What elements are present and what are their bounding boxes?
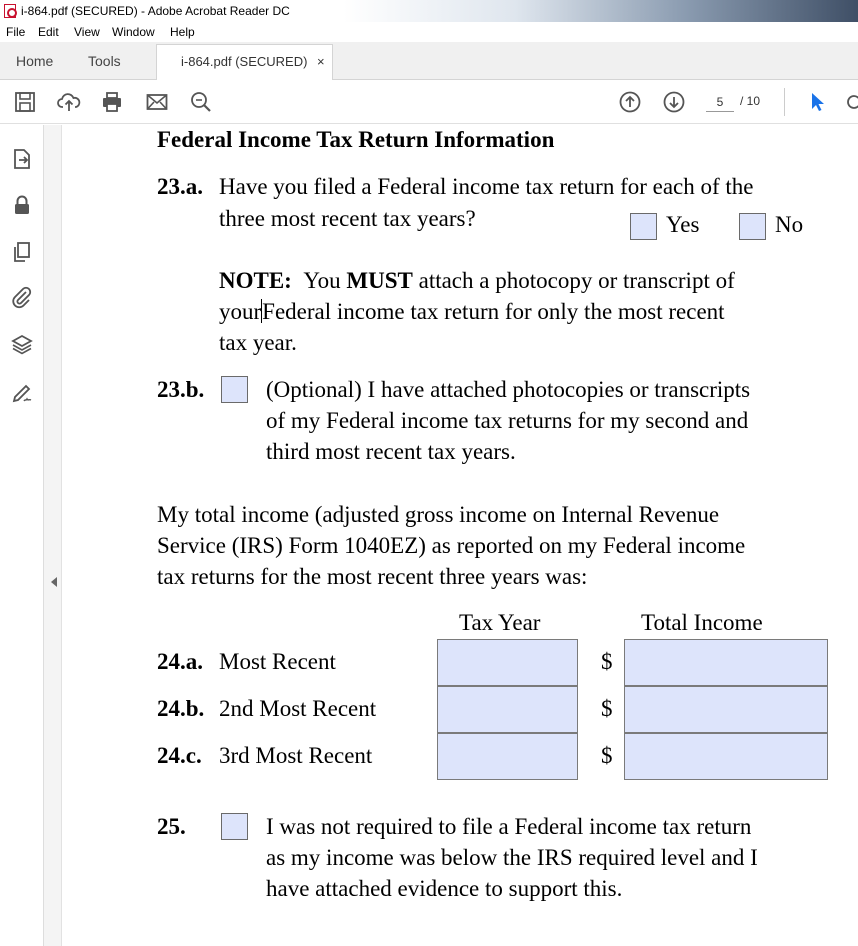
left-tool-rail	[0, 125, 44, 946]
q24b-tax-year-field[interactable]	[437, 686, 578, 733]
close-tab-icon[interactable]: ×	[317, 54, 325, 69]
q24c-number: 24.c.	[157, 743, 202, 768]
menu-window[interactable]: Window	[112, 25, 155, 39]
note-line2b: Federal income tax return for only the most recent	[262, 299, 725, 324]
tab-bar	[0, 42, 858, 80]
note-post: attach a photocopy or transcript of	[418, 268, 735, 293]
menu-help[interactable]: Help	[170, 25, 195, 39]
q24c-currency: $	[601, 743, 613, 768]
q24a-currency: $	[601, 649, 613, 674]
sign-icon[interactable]	[10, 381, 34, 405]
q24a-tax-year-field[interactable]	[437, 639, 578, 686]
page-total: / 10	[740, 94, 761, 108]
q24b-income-field[interactable]	[624, 686, 828, 733]
tab-document[interactable]	[156, 44, 333, 81]
export-pdf-icon[interactable]	[10, 147, 34, 171]
q23a-no-checkbox[interactable]	[739, 213, 766, 240]
menu-view[interactable]: View	[74, 25, 100, 39]
col-header-total-income: Total Income	[641, 610, 763, 635]
q23b-line3: third most recent tax years.	[266, 439, 516, 464]
menu-edit[interactable]: Edit	[38, 25, 59, 39]
tab-tools[interactable]: Tools	[88, 53, 121, 69]
q24b-label: 2nd Most Recent	[219, 696, 377, 721]
q24a-label: Most Recent	[219, 649, 336, 674]
income-line3: tax returns for the most recent three years was:	[157, 564, 588, 589]
more-tools-icon[interactable]	[844, 90, 858, 114]
note-line1	[219, 267, 735, 295]
note-must: MUST	[346, 268, 413, 293]
q23a-number: 23.a.	[157, 174, 203, 199]
q23a-yes-checkbox[interactable]	[630, 213, 657, 240]
q23a-line1: Have you filed a Federal income tax return for each of the	[219, 174, 754, 199]
q24c-tax-year-field[interactable]	[437, 733, 578, 780]
q25-line2: as my income was below the IRS required level and I	[266, 845, 758, 870]
note-pre: You	[303, 268, 341, 293]
q23b-number: 23.b.	[157, 377, 205, 402]
q24c-label: 3rd Most Recent	[219, 743, 373, 768]
collapse-panel-icon[interactable]	[51, 577, 57, 587]
cloud-upload-icon[interactable]	[57, 90, 81, 114]
note-label: NOTE:	[219, 268, 292, 293]
panel-gutter	[44, 125, 62, 946]
income-line2: Service (IRS) Form 1040EZ) as reported on my Federal income	[157, 533, 746, 558]
q25-line3: have attached evidence to support this.	[266, 876, 623, 901]
pages-icon[interactable]	[10, 240, 34, 264]
q24a-income-field[interactable]	[624, 639, 828, 686]
tab-document-label: i-864.pdf (SECURED)	[181, 54, 308, 69]
window-title: i-864.pdf (SECURED) - Adobe Acrobat Reader DC	[21, 4, 290, 18]
page-down-icon[interactable]	[662, 90, 686, 114]
menu-file[interactable]: File	[6, 25, 26, 39]
toolbar-divider	[784, 88, 785, 116]
income-line1: My total income (adjusted gross income on Internal Revenue	[157, 502, 720, 527]
zoom-search-icon[interactable]	[189, 90, 213, 114]
col-header-tax-year: Tax Year	[459, 610, 541, 635]
q25-line1: I was not required to file a Federal income tax return	[266, 814, 752, 839]
page-number-input[interactable]	[706, 92, 734, 112]
q23a-yes-label: Yes	[666, 212, 700, 237]
attachment-icon[interactable]	[10, 285, 34, 309]
acrobat-logo-icon	[4, 4, 16, 18]
select-cursor-icon[interactable]	[806, 90, 830, 114]
note-line3: tax year.	[219, 330, 297, 355]
q25-number: 25.	[157, 814, 186, 839]
section-heading: Federal Income Tax Return Information	[157, 127, 555, 152]
q23a-no-label: No	[775, 212, 804, 237]
q24b-number: 24.b.	[157, 696, 205, 721]
menu-bar	[0, 22, 858, 42]
q24b-currency: $	[601, 696, 613, 721]
title-bar	[0, 0, 858, 22]
tab-home[interactable]: Home	[16, 53, 54, 69]
note-line2a: your	[219, 299, 262, 324]
print-icon[interactable]	[100, 90, 124, 114]
q23a-line2: three most recent tax years?	[219, 206, 476, 231]
pdf-page	[63, 125, 858, 946]
q24c-income-field[interactable]	[624, 733, 828, 780]
q24a-number: 24.a.	[157, 649, 203, 674]
layers-icon[interactable]	[10, 332, 34, 356]
q25-checkbox[interactable]	[221, 813, 248, 840]
page-up-icon[interactable]	[618, 90, 642, 114]
note-line2	[219, 298, 725, 326]
q23b-line2: of my Federal income tax returns for my second and	[266, 408, 749, 433]
q23b-line1: (Optional) I have attached photocopies or transcripts	[266, 377, 751, 402]
save-icon[interactable]	[13, 90, 37, 114]
q23b-checkbox[interactable]	[221, 376, 248, 403]
email-icon[interactable]	[145, 90, 169, 114]
lock-icon[interactable]	[10, 193, 34, 217]
